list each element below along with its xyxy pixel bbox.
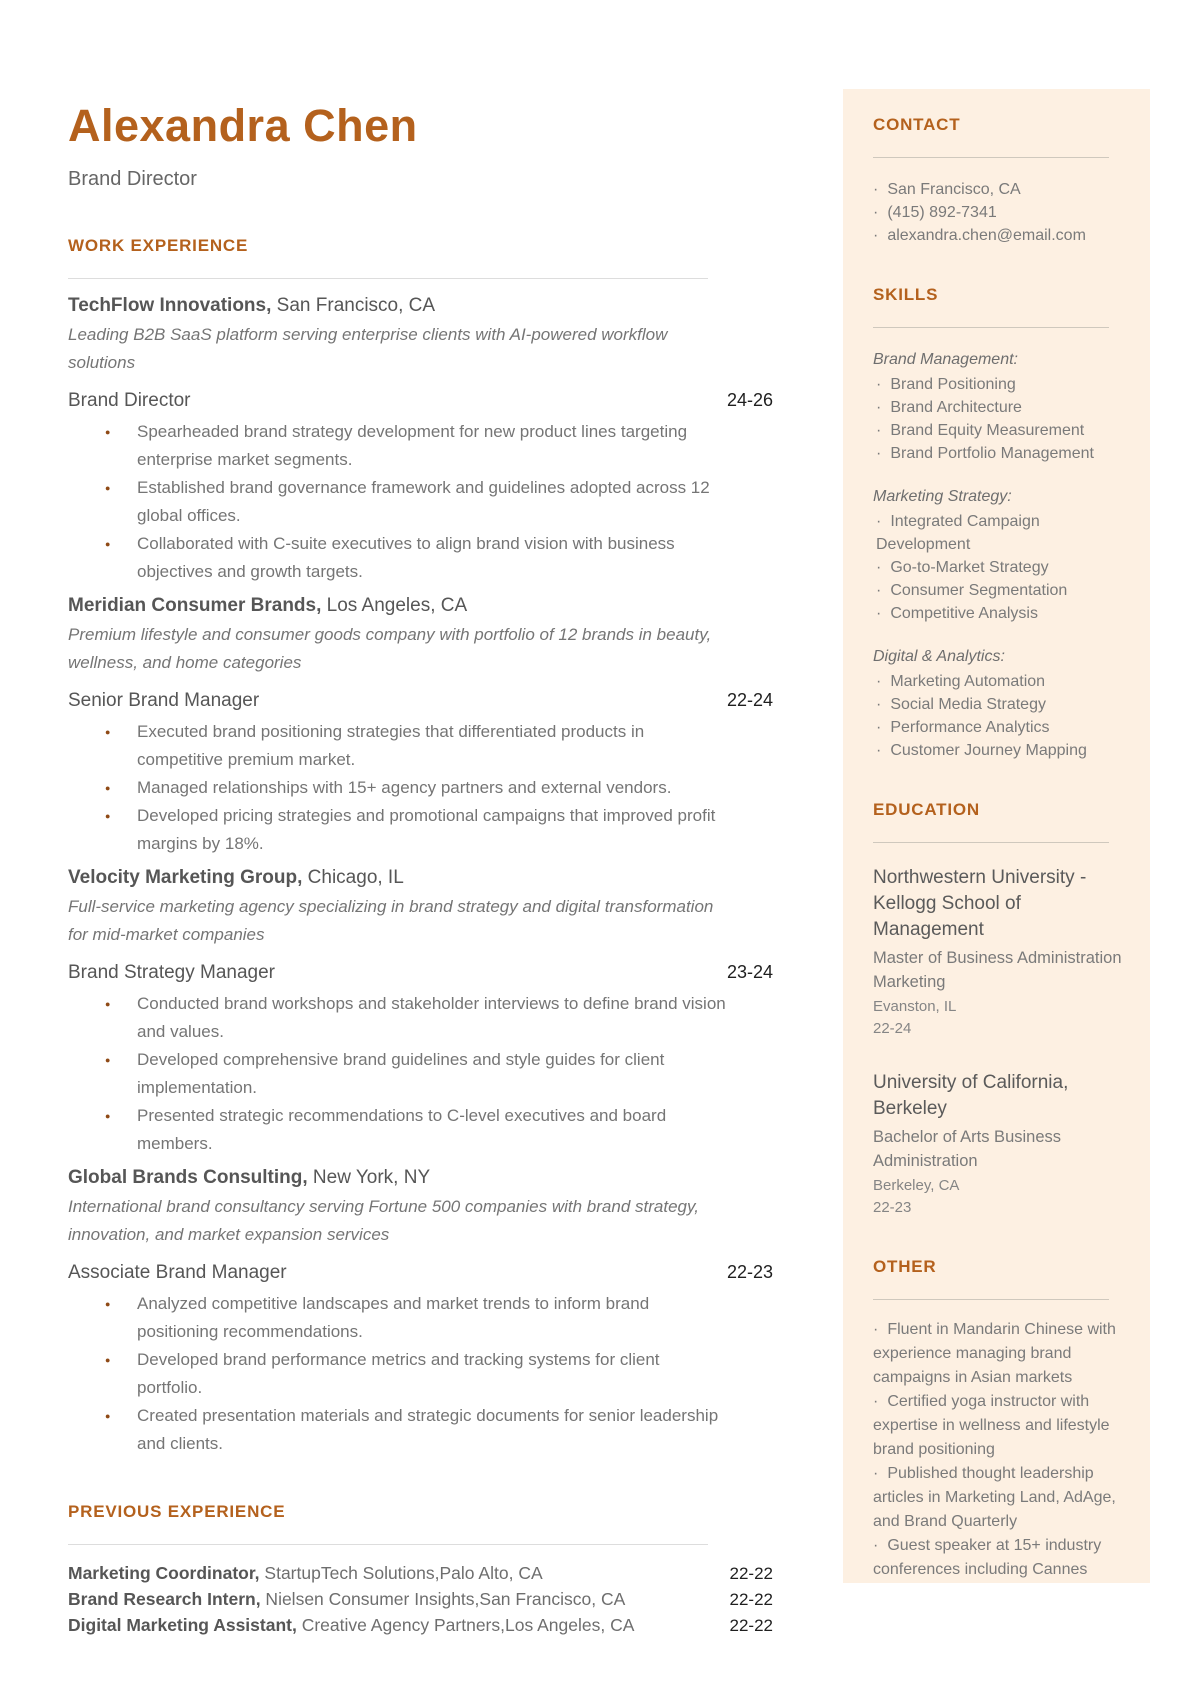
skill-item: · Consumer Segmentation — [873, 579, 1122, 602]
company-location: Chicago, IL — [302, 867, 404, 888]
company-header — [68, 292, 773, 319]
previous-role-title: Marketing Coordinator, — [68, 1563, 260, 1583]
company-location: Los Angeles, CA — [321, 595, 468, 616]
previous-role-company: Creative Agency Partners,Los Angeles, CA — [296, 1615, 635, 1635]
skill-item: · Social Media Strategy — [873, 693, 1122, 716]
previous-experience-row — [68, 1587, 773, 1613]
skill-group — [873, 348, 1122, 465]
section-divider — [68, 1544, 708, 1545]
previous-role — [68, 1613, 634, 1639]
school-location: Evanston, IL — [873, 998, 957, 1015]
bullet-item: ● Created presentation materials and strategic documents for senior leadership and clients. — [105, 1402, 728, 1458]
skill-item: · Brand Equity Measurement — [873, 419, 1122, 442]
skill-group — [873, 485, 1122, 625]
person-title: Brand Director — [68, 168, 197, 190]
contact-list — [873, 178, 1122, 247]
school-name: University of California, Berkeley — [873, 1072, 1069, 1119]
skill-item: · Brand Architecture — [873, 396, 1122, 419]
role-title: Brand Strategy Manager — [68, 962, 276, 983]
skill-item: · Integrated Campaign Development — [873, 510, 1122, 556]
role-bullets — [68, 990, 728, 1158]
skill-item: · Brand Positioning — [873, 373, 1122, 396]
company-description: Leading B2B SaaS platform serving enterprise clients with AI-powered workflow solutions — [68, 325, 668, 372]
previous-experience-heading: PREVIOUS EXPERIENCE — [68, 1502, 286, 1521]
main-column — [68, 0, 773, 1639]
skill-item: · Competitive Analysis — [873, 602, 1122, 625]
experience-company — [68, 1164, 773, 1458]
role-header — [68, 1259, 773, 1286]
previous-role-company: StartupTech Solutions,Palo Alto, CA — [259, 1563, 543, 1583]
bullet-item: ● Developed pricing strategies and promotional campaigns that improved profit margins by 18%. — [105, 802, 728, 858]
school-degree: Master of Business Administration Marketing — [873, 949, 1122, 991]
skill-item: · Customer Journey Mapping — [873, 739, 1122, 762]
contact-email: · alexandra.chen@email.com — [873, 224, 1122, 247]
role-header — [68, 387, 773, 414]
skill-group-label: Marketing Strategy: — [873, 488, 1012, 505]
previous-role-title: Brand Research Intern, — [68, 1589, 261, 1609]
experience-company — [68, 292, 773, 586]
other-heading: OTHER — [873, 1257, 937, 1276]
section-divider — [68, 278, 708, 279]
other-item: · Fluent in Mandarin Chinese with experience managing brand campaigns in Asian markets — [873, 1318, 1122, 1390]
bullet-item: ● Collaborated with C-suite executives to align brand vision with business objectives and growth targets. — [105, 530, 728, 586]
other-section — [873, 1257, 1122, 1582]
bullet-item: ● Spearheaded brand strategy development for new product lines targeting enterprise market segments. — [105, 418, 728, 474]
company-header — [68, 1164, 773, 1191]
skill-group-label: Brand Management: — [873, 351, 1018, 368]
previous-experience-row — [68, 1613, 773, 1639]
sidebar-divider — [873, 157, 1109, 158]
contact-phone: · (415) 892-7341 — [873, 201, 1122, 224]
skills-heading: SKILLS — [873, 285, 939, 304]
role-dates: 22-23 — [726, 1262, 773, 1282]
school-location: Berkeley, CA — [873, 1177, 960, 1194]
contact-heading: CONTACT — [873, 115, 961, 134]
company-description: International brand consultancy serving Fortune 500 companies with brand strategy, innovation, and market expansion services — [68, 1197, 699, 1244]
role-title: Associate Brand Manager — [68, 1262, 287, 1283]
sidebar — [843, 89, 1150, 1583]
previous-role-dates: 22-22 — [729, 1590, 773, 1609]
bullet-item: ● Established brand governance framework and guidelines adopted across 12 global offices. — [105, 474, 728, 530]
role-bullets — [68, 418, 728, 586]
bullet-item: ● Presented strategic recommendations to C-level executives and board members. — [105, 1102, 728, 1158]
company-name: Meridian Consumer Brands, — [68, 595, 322, 616]
contact-location: · San Francisco, CA — [873, 178, 1122, 201]
previous-role-title: Digital Marketing Assistant, — [68, 1615, 297, 1635]
previous-role-dates: 22-22 — [729, 1616, 773, 1635]
company-header — [68, 864, 773, 891]
school-dates: 22-23 — [873, 1199, 912, 1216]
skills-section — [873, 285, 1122, 762]
sidebar-divider — [873, 1299, 1109, 1300]
contact-section — [873, 115, 1122, 247]
person-name: Alexandra Chen — [68, 100, 418, 151]
sidebar-divider — [873, 842, 1109, 843]
role-header — [68, 687, 773, 714]
bullet-item: ● Analyzed competitive landscapes and market trends to inform brand positioning recommendations. — [105, 1290, 728, 1346]
education-school — [873, 1070, 1122, 1219]
role-bullets — [68, 1290, 728, 1458]
bullet-item: ● Managed relationships with 15+ agency partners and external vendors. — [105, 774, 728, 802]
previous-role — [68, 1587, 625, 1613]
sidebar-divider — [873, 327, 1109, 328]
other-item: · Guest speaker at 15+ industry conferences including Cannes — [873, 1534, 1122, 1582]
other-item: · Published thought leadership articles in Marketing Land, AdAge, and Brand Quarterly — [873, 1462, 1122, 1534]
company-location: San Francisco, CA — [271, 295, 436, 316]
bullet-item: ● Executed brand positioning strategies that differentiated products in competitive premium market. — [105, 718, 728, 774]
experience-company — [68, 592, 773, 858]
company-name: Global Brands Consulting, — [68, 1167, 308, 1188]
education-school — [873, 865, 1122, 1040]
previous-role-dates: 22-22 — [729, 1564, 773, 1583]
other-list — [873, 1318, 1122, 1582]
experience-company — [68, 864, 773, 1158]
role-title: Senior Brand Manager — [68, 690, 260, 711]
role-bullets — [68, 718, 728, 858]
school-dates: 22-24 — [873, 1020, 912, 1037]
company-location: New York, NY — [307, 1167, 431, 1188]
skill-item: · Go-to-Market Strategy — [873, 556, 1122, 579]
previous-experience-row — [68, 1561, 773, 1587]
bullet-item: ● Conducted brand workshops and stakeholder interviews to define brand vision and values. — [105, 990, 728, 1046]
previous-role-company: Nielsen Consumer Insights,San Francisco, CA — [260, 1589, 626, 1609]
school-name: Northwestern University - Kellogg School of Management — [873, 867, 1087, 940]
other-item: · Certified yoga instructor with expertise in wellness and lifestyle brand positioning — [873, 1390, 1122, 1462]
company-description: Premium lifestyle and consumer goods company with portfolio of 12 brands in beauty, wellness, and home categories — [68, 625, 712, 672]
company-name: TechFlow Innovations, — [68, 295, 272, 316]
bullet-item: ● Developed brand performance metrics and tracking systems for client portfolio. — [105, 1346, 728, 1402]
skill-group — [873, 645, 1122, 762]
role-dates: 24-26 — [726, 390, 773, 410]
company-header — [68, 592, 773, 619]
company-name: Velocity Marketing Group, — [68, 867, 303, 888]
education-section — [873, 800, 1122, 1219]
skill-item: · Marketing Automation — [873, 670, 1122, 693]
school-degree: Bachelor of Arts Business Administration — [873, 1128, 1062, 1170]
skill-item: · Brand Portfolio Management — [873, 442, 1122, 465]
work-experience-heading: WORK EXPERIENCE — [68, 236, 249, 255]
previous-role — [68, 1561, 543, 1587]
role-dates: 23-24 — [726, 962, 773, 982]
education-heading: EDUCATION — [873, 800, 980, 819]
role-dates: 22-24 — [726, 690, 773, 710]
bullet-item: ● Developed comprehensive brand guidelines and style guides for client implementation. — [105, 1046, 728, 1102]
role-header — [68, 959, 773, 986]
role-title: Brand Director — [68, 390, 191, 411]
company-description: Full-service marketing agency specializing in brand strategy and digital transformation for mid-market companies — [68, 897, 714, 944]
skill-group-label: Digital & Analytics: — [873, 648, 1005, 665]
skill-item: · Performance Analytics — [873, 716, 1122, 739]
previous-experience-list — [68, 1561, 773, 1639]
